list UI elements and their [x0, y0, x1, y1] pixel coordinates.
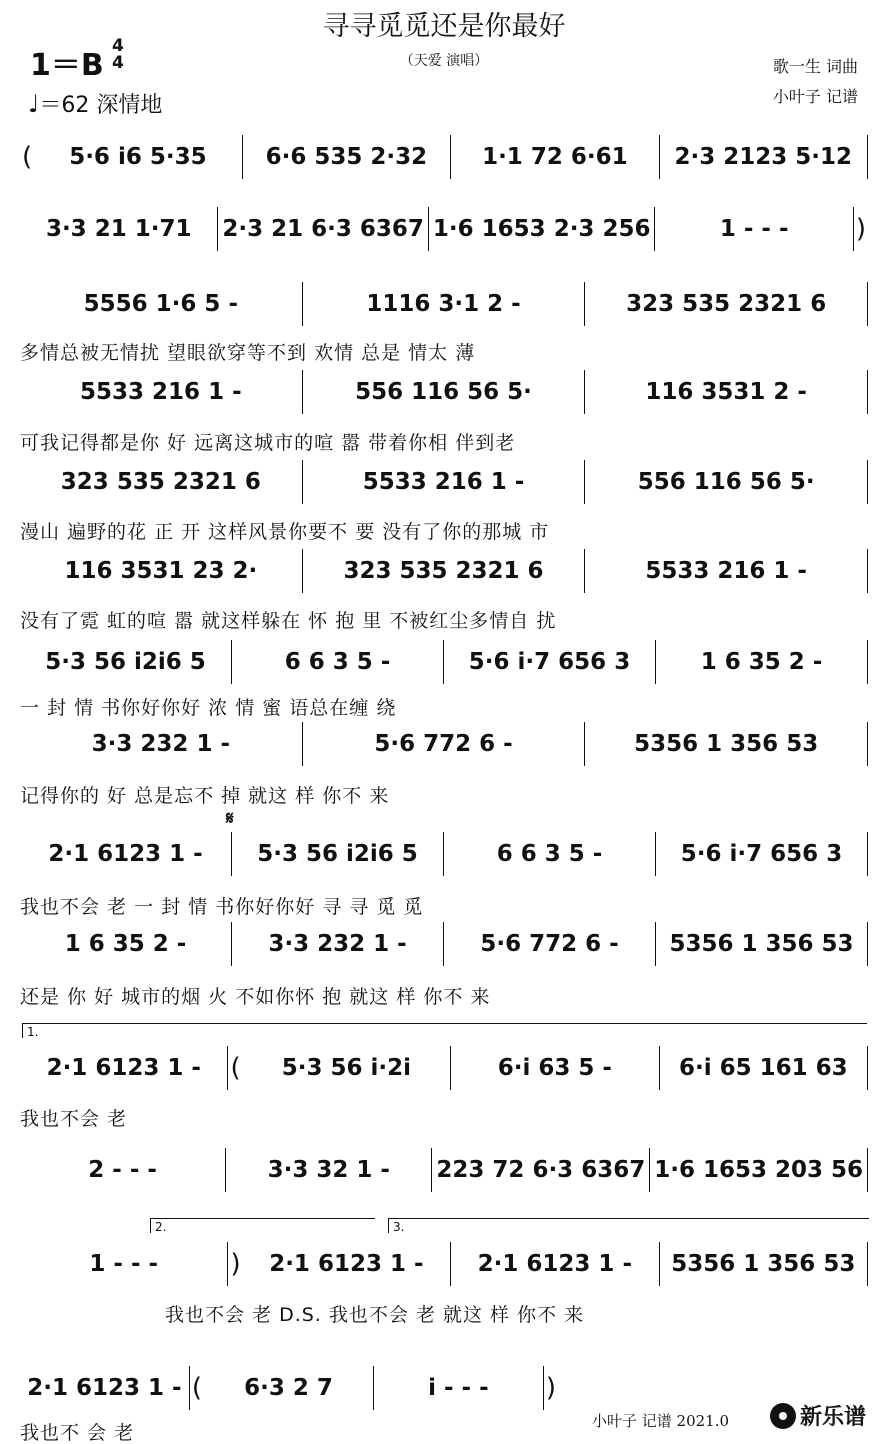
notation-line-7: [20, 640, 868, 684]
lyric-line-7: 一 封 情 书你好你好 浓 情 蜜 语总在缠 绕: [20, 697, 397, 719]
lyric-line-14: 我也不 会 老: [20, 1422, 135, 1444]
measure: i - - -: [374, 1366, 544, 1410]
measure: 2·1 6123 1 -: [243, 1242, 451, 1286]
measure: 3·3 232 1 -: [232, 922, 444, 966]
notation-line-14: [20, 1366, 558, 1410]
notation-line-9: [20, 832, 868, 876]
measure: 556 116 56 5·: [303, 370, 586, 414]
measure: 5356 1 356 53: [656, 922, 868, 966]
measure: 1·6 1653 2·3 256: [429, 207, 656, 251]
measure: 5356 1 356 53: [660, 1242, 868, 1286]
measure: 323 535 2321 6: [585, 282, 868, 326]
measure: 2 - - -: [20, 1148, 226, 1192]
song-title: 寻寻觅觅还是你最好: [322, 11, 566, 42]
measure: 2·1 6123 1 -: [451, 1242, 659, 1286]
measure: 116 3531 2 -: [585, 370, 868, 414]
lyric-line-11: 我也不会 老: [20, 1108, 128, 1130]
measure: 5·6 i·7 656 3: [444, 640, 656, 684]
measure: 6 6 3 5 -: [232, 640, 444, 684]
measure: 1 - - -: [655, 207, 853, 251]
singer-subtitle: （天爱 演唱）: [399, 53, 489, 69]
repeat-paren: (: [191, 1373, 203, 1403]
measure: 5356 1 356 53: [585, 722, 868, 766]
repeat-paren: ): [855, 214, 867, 244]
notation-line-4: [20, 370, 868, 414]
measure: 2·1 6123 1 -: [20, 1046, 228, 1090]
measure: 1 6 35 2 -: [20, 922, 232, 966]
measure: 6·3 2 7: [204, 1366, 374, 1410]
measure: 556 116 56 5·: [585, 460, 868, 504]
lyric-line-10: 还是 你 好 城市的烟 火 不如你怀 抱 就这 样 你不 来: [20, 986, 491, 1008]
measure: 3·3 32 1 -: [226, 1148, 432, 1192]
measure: 5·3 56 i2i6 5: [20, 640, 232, 684]
notation-line-2: [20, 207, 868, 251]
measure: 5·3 56 i2i6 5: [232, 832, 444, 876]
measure: 1 6 35 2 -: [656, 640, 868, 684]
tempo-marking: [28, 88, 162, 119]
notation-line-10: [20, 922, 868, 966]
measure: 5·6 772 6 -: [444, 922, 656, 966]
lyric-line-5: 漫山 遍野的花 正 开 这样风景你要不 要 没有了你的那城 市: [20, 521, 550, 543]
repeat-paren: (: [230, 1053, 241, 1083]
key-signature: 1＝B: [30, 48, 104, 83]
notation-line-11: [20, 1046, 868, 1090]
volta-bracket-1: 1.: [22, 1023, 867, 1038]
lyric-line-4: 可我记得都是你 好 远离这城市的喧 嚣 带着你相 伴到老: [20, 432, 516, 454]
measure: 2·3 2123 5·12: [660, 135, 868, 179]
notation-line-8: [20, 722, 868, 766]
measure: 5·3 56 i·2i: [243, 1046, 451, 1090]
time-sig-top: 4: [112, 36, 124, 56]
volta-bracket-3: 3.: [388, 1218, 869, 1233]
measure: 116 3531 23 2·: [20, 549, 303, 593]
tempo-text: ＝62 深情地: [39, 93, 163, 118]
credit-score: 小叶子 记谱: [772, 87, 858, 106]
lyric-line-6: 没有了霓 虹的喧 嚣 就这样躲在 怀 抱 里 不被红尘多情自 扰: [20, 610, 557, 632]
site-logo[interactable]: [770, 1400, 866, 1431]
credit-lyrics: 歌一生 词曲: [772, 57, 858, 76]
lyric-line-9: 我也不会 老 一 封 情 书你好你好 寻 寻 觅 觅: [20, 896, 424, 918]
measure: 5·6 i6 5·35: [34, 135, 242, 179]
segno-icon: 𝄋: [226, 808, 234, 829]
measure: 2·3 21 6·3 6367: [218, 207, 429, 251]
logo-text: 新乐谱: [800, 1405, 867, 1430]
lyric-line-8: 记得你的 好 总是忘不 掉 就这 样 你不 来: [20, 785, 390, 807]
measure: 2·1 6123 1 -: [20, 1366, 190, 1410]
measure: 6·6 535 2·32: [243, 135, 451, 179]
notation-line-12: [20, 1148, 868, 1192]
measure: 6 6 3 5 -: [444, 832, 656, 876]
measure: 3·3 232 1 -: [20, 722, 303, 766]
notation-line-3: [20, 282, 868, 326]
measure: 323 535 2321 6: [20, 460, 303, 504]
quarter-note-icon: ♩: [28, 90, 40, 118]
measure: 323 535 2321 6: [303, 549, 586, 593]
notation-line-5: [20, 460, 868, 504]
notation-line-1: [20, 135, 868, 179]
measure: 6·i 63 5 -: [451, 1046, 659, 1090]
measure: 5533 216 1 -: [20, 370, 303, 414]
measure: 1116 3·1 2 -: [303, 282, 586, 326]
measure: 5·6 i·7 656 3: [656, 832, 868, 876]
footer-credit: 小叶子 记谱 2021.0: [592, 1412, 730, 1430]
notation-line-6: [20, 549, 868, 593]
lyric-line-3: 多情总被无情扰 望眼欲穿等不到 欢情 总是 情太 薄: [20, 342, 476, 364]
measure: 5556 1·6 5 -: [20, 282, 303, 326]
measure: 1·6 1653 203 56: [650, 1148, 868, 1192]
vinyl-disc-icon: [770, 1403, 796, 1429]
measure: 5533 216 1 -: [585, 549, 868, 593]
repeat-paren: (: [22, 142, 33, 172]
measure: 1 - - -: [20, 1242, 228, 1286]
repeat-paren: ): [230, 1249, 241, 1279]
time-signature: [112, 38, 124, 72]
measure: 223 72 6·3 6367: [432, 1148, 650, 1192]
measure: 2·1 6123 1 -: [20, 832, 232, 876]
lyric-line-13: 我也不会 老 D.S. 我也不会 老 就这 样 你不 来: [165, 1304, 585, 1326]
measure: 6·i 65 161 63: [660, 1046, 868, 1090]
measure: 1·1 72 6·61: [451, 135, 659, 179]
repeat-paren: ): [545, 1373, 556, 1403]
measure: 5533 216 1 -: [303, 460, 586, 504]
volta-bracket-2: 2.: [150, 1218, 375, 1233]
measure: 5·6 772 6 -: [303, 722, 586, 766]
measure: 3·3 21 1·71: [20, 207, 218, 251]
notation-line-13: [20, 1242, 868, 1286]
time-sig-bottom: 4: [112, 53, 124, 73]
